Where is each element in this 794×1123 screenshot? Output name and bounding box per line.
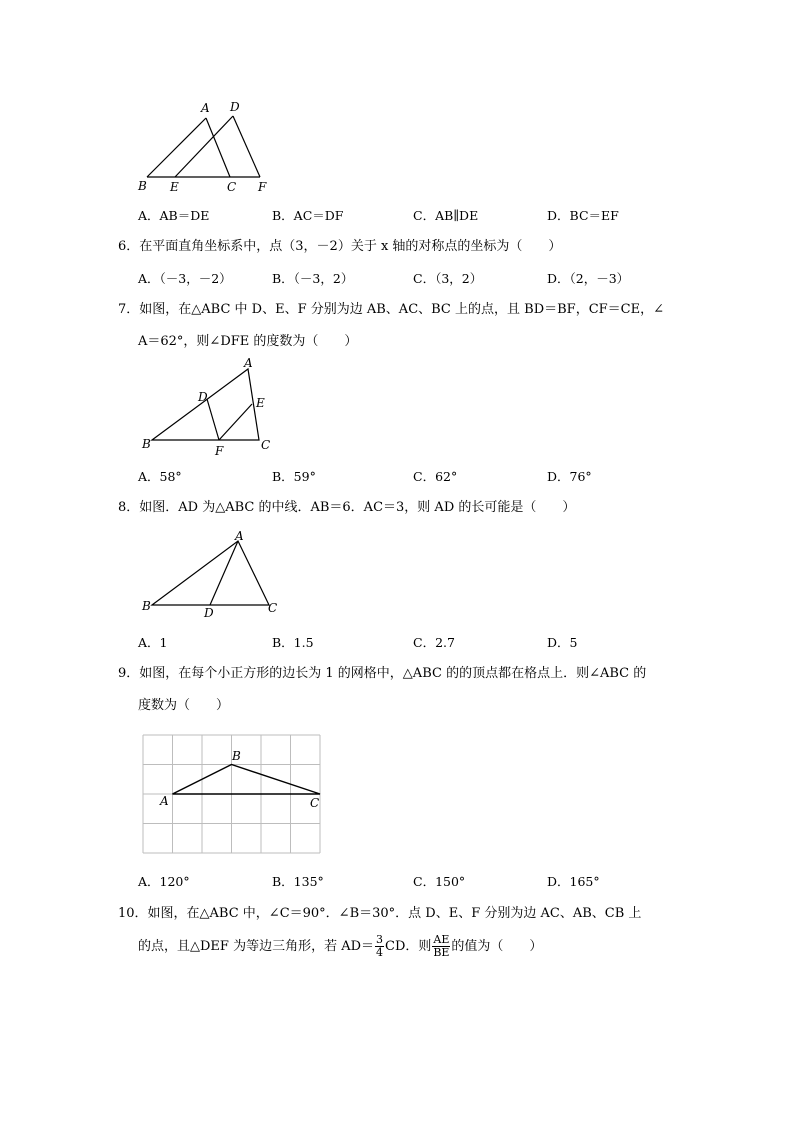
q8-option-d: D．5 bbox=[547, 635, 578, 650]
q7-label-c: C bbox=[261, 438, 271, 452]
q8-median-ad bbox=[210, 541, 238, 605]
q6-option-b: B．（－3，2） bbox=[272, 271, 354, 286]
q5-label-e: E bbox=[170, 180, 179, 194]
q8-option-a: A．1 bbox=[138, 635, 168, 650]
q6-option-d: D．（2，－3） bbox=[547, 271, 630, 286]
q9-triangle-abc bbox=[173, 765, 321, 795]
q10-fraction1-denominator: 4 bbox=[376, 946, 384, 959]
q9-option-d: D．165° bbox=[547, 874, 600, 889]
q8-option-b: B．1.5 bbox=[272, 635, 314, 650]
q5-option-b: B．AC＝DF bbox=[272, 208, 344, 223]
q7-figure bbox=[138, 356, 288, 461]
q5-label-a: A bbox=[201, 101, 210, 115]
q10-fraction2-numerator: AE bbox=[433, 933, 450, 946]
q5-segment-ab bbox=[147, 118, 206, 177]
q5-figure bbox=[130, 98, 280, 198]
q5-label-c: C bbox=[227, 180, 237, 194]
q10-fraction1-numerator: 3 bbox=[376, 933, 384, 946]
q5-option-d: D．BC＝EF bbox=[547, 208, 619, 223]
q8-triangle-abc bbox=[152, 541, 269, 605]
q10-stem-line1: 10．如图，在△ABC 中，∠C＝90°．∠B＝30°．点 D、E、F 分别为边 AC、AB、CB 上 bbox=[118, 906, 642, 921]
q5-option-c: C．AB∥DE bbox=[413, 208, 479, 223]
q8-label-c: C bbox=[268, 601, 278, 615]
q7-label-e: E bbox=[256, 396, 265, 410]
q9-label-c: C bbox=[310, 796, 320, 810]
q7-segment-fe bbox=[219, 404, 252, 440]
q8-figure bbox=[138, 528, 288, 623]
q10-fraction2-denominator: BE bbox=[433, 946, 450, 959]
q10-text-part3: 的值为（ ） bbox=[451, 939, 543, 954]
q7-stem-line1: 7．如图，在△ABC 中 D、E、F 分别为边 AB、AC、BC 上的点，且 BD＝BF，CF＝CE，∠ bbox=[118, 302, 664, 317]
q9-option-b: B．135° bbox=[272, 874, 324, 889]
q7-stem-line2: A＝62°，则∠DFE 的度数为（ ） bbox=[138, 334, 358, 349]
q9-option-a: A．120° bbox=[138, 874, 190, 889]
q8-stem: 8．如图．AD 为△ABC 的中线．AB＝6．AC＝3，则 AD 的长可能是（ ） bbox=[118, 500, 576, 515]
q10-fraction-ae-be bbox=[432, 934, 450, 959]
q9-stem-line1: 9．如图，在每个小正方形的边长为 1 的网格中，△ABC 的的顶点都在格点上．则∠ABC 的 bbox=[118, 666, 647, 681]
q6-stem: 6．在平面直角坐标系中，点（3，－2）关于 x 轴的对称点的坐标为（ ） bbox=[118, 239, 562, 254]
q5-segment-df bbox=[233, 116, 260, 177]
q10-stem-line2 bbox=[138, 932, 542, 962]
q7-option-d: D．76° bbox=[547, 469, 592, 484]
q7-segment-df bbox=[207, 399, 219, 440]
q7-label-d: D bbox=[198, 390, 208, 404]
q10-text-part2: CD．则 bbox=[385, 939, 432, 954]
q9-label-a: A bbox=[160, 794, 169, 808]
q7-triangle-abc bbox=[152, 369, 259, 440]
q6-option-c: C．（3，2） bbox=[413, 271, 483, 286]
q8-label-a: A bbox=[235, 529, 244, 543]
q7-label-b: B bbox=[142, 437, 151, 451]
q7-label-a: A bbox=[244, 356, 253, 370]
q5-label-f: F bbox=[258, 180, 267, 194]
q8-option-c: C．2.7 bbox=[413, 635, 455, 650]
q5-segment-ed bbox=[175, 116, 233, 177]
q5-label-b: B bbox=[138, 179, 147, 193]
q6-option-a: A．（－3，－2） bbox=[138, 271, 232, 286]
q9-stem-line2: 度数为（ ） bbox=[138, 698, 230, 713]
q8-label-b: B bbox=[142, 599, 151, 613]
q7-label-f: F bbox=[215, 444, 224, 458]
q7-option-b: B．59° bbox=[272, 469, 316, 484]
q9-label-b: B bbox=[232, 749, 241, 763]
q7-option-a: A．58° bbox=[138, 469, 182, 484]
q5-segment-ac bbox=[206, 118, 230, 177]
q10-text-part1: 的点，且△DEF 为等边三角形，若 AD＝ bbox=[138, 939, 375, 954]
q10-fraction-three-quarters bbox=[375, 934, 384, 959]
q9-option-c: C．150° bbox=[413, 874, 466, 889]
q9-figure bbox=[138, 730, 328, 858]
q5-option-a: A．AB＝DE bbox=[138, 208, 210, 223]
q5-label-d: D bbox=[230, 100, 240, 114]
q7-option-c: C．62° bbox=[413, 469, 458, 484]
q8-label-d: D bbox=[204, 606, 214, 620]
